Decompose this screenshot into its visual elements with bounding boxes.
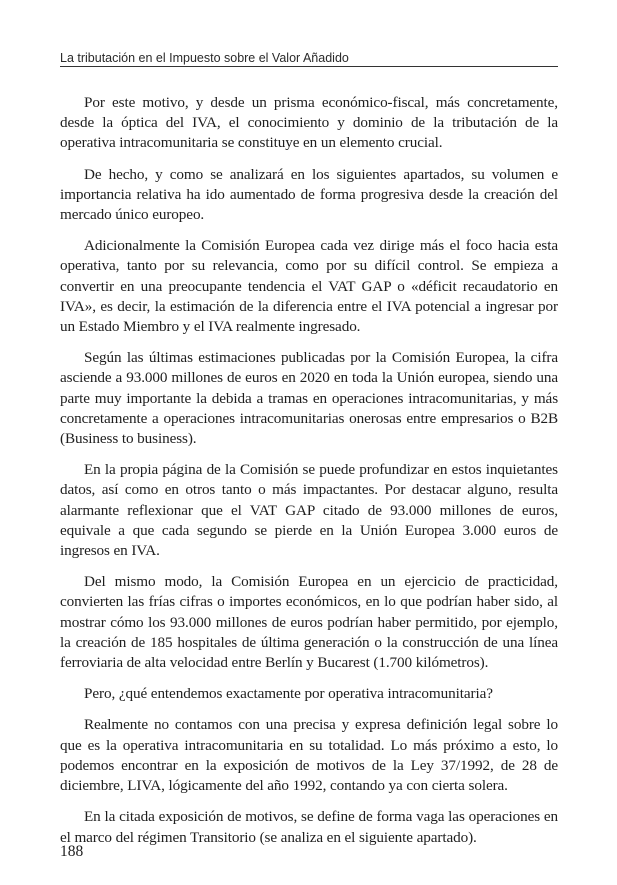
header-divider bbox=[60, 66, 558, 67]
paragraph: Adicionalmente la Comisión Europea cada vez dirige más el foco hacia esta operativa, tanto por su relevancia, como por su difícil control. Se empieza a convertir en una preocupante tendencia el VAT GAP o «déficit recaudatorio en IVA», es decir, la estimación de la diferencia entre el IVA potencial a ingresar por un Estado Miembro y el IVA realmente ingresado. bbox=[60, 237, 558, 336]
page-number: 188 bbox=[60, 843, 84, 860]
running-header: La tributación en el Impuesto sobre el Valor Añadido bbox=[60, 51, 349, 65]
paragraph: De hecho, y como se analizará en los siguientes apartados, su volumen e importancia relativa ha ido aumentado de forma progresiva desde la creación del mercado único europeo. bbox=[60, 165, 558, 224]
paragraph: Del mismo modo, la Comisión Europea en un ejercicio de practicidad, convierten las frías cifras o importes económicos, en lo que podrían haber sido, al mostrar cómo los 93.000 millones de euros podrían haber permitido, por ejemplo, la creación de 185 hospitales de última generación o la construcción de una línea ferroviaria de alta velocidad entre Berlín y Bucarest (1.700 kilómetros). bbox=[60, 573, 558, 672]
paragraph: En la propia página de la Comisión se puede profundizar en estos inquietantes datos, así como en otros tanto o más impactantes. Por destacar alguno, resulta alarmante reflexionar que el VAT GAP citado de 93.000 millones de euros, equivale a que cada segundo se pierde en la Unión Europea 3.000 euros de ingresos en IVA. bbox=[60, 461, 558, 560]
paragraph: Realmente no contamos con una precisa y expresa definición legal sobre lo que es la operativa intracomunitaria en su totalidad. Lo más próximo a esto, lo podemos encontrar en la exposición de motivos de la Ley 37/1992, de 28 de diciembre, LIVA, lógicamente del año 1992, contando ya con cierta solera. bbox=[60, 716, 558, 795]
paragraph: Por este motivo, y desde un prisma económico-fiscal, más concretamente, desde la óptica del IVA, el conocimiento y dominio de la tributación de la operativa intracomunitaria se constituye en un elemento crucial. bbox=[60, 94, 558, 152]
paragraph: En la citada exposición de motivos, se define de forma vaga las operaciones en el marco del régimen Transitorio (se analiza en el siguiente apartado). bbox=[60, 808, 558, 846]
paragraph: Según las últimas estimaciones publicadas por la Comisión Europea, la cifra asciende a 93.000 millones de euros en 2020 en toda la Unión europea, siendo una parte muy importante la debida a tramas en operaciones intracomunitarias, y más concretamente a operaciones intracomunitarias onerosas entre empresarios o B2B (Business to business). bbox=[60, 349, 558, 448]
paragraph: Pero, ¿qué entendemos exactamente por operativa intracomunitaria? bbox=[84, 685, 493, 703]
body-text bbox=[60, 93, 558, 859]
